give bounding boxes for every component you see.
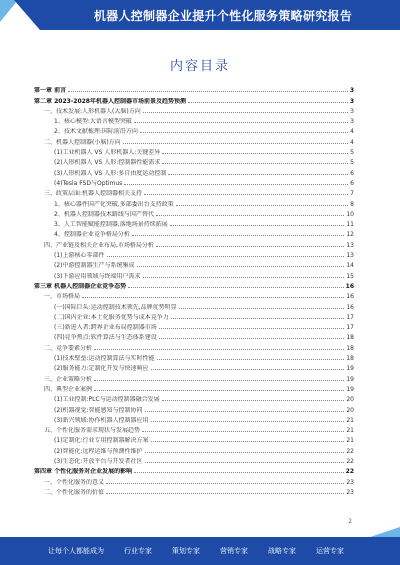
toc-leader-dots [145, 462, 345, 463]
toc-entry[interactable] [34, 238, 354, 248]
toc-entry-page: 3 [350, 118, 354, 126]
page-number: 2 [348, 518, 352, 525]
footer-slogan-item: 行业专家 [124, 547, 152, 555]
toc-entry[interactable] [34, 166, 354, 176]
toc-leader-dots [151, 369, 345, 370]
toc-entry-label: (1)工业机器人 VS 人形机器人:关键差异 [54, 149, 161, 157]
toc-entry-label: 3、人工智能赋能控制器,落地场景持续拓展 [54, 221, 168, 229]
toc-entry-page: 20 [346, 406, 354, 414]
toc-leader-dots [171, 318, 345, 319]
toc-title: 内容目录 [169, 59, 230, 74]
toc-entry-page: 19 [346, 375, 354, 383]
toc-entry-label: 一、市场格局 [44, 293, 81, 301]
toc-entry[interactable] [34, 341, 354, 351]
toc-entry[interactable] [34, 362, 354, 372]
toc-leader-dots [145, 452, 345, 453]
toc-entry-label: (一)国际巨头:运动控制技术领先,品牌优势明显 [54, 303, 177, 311]
footer-slogan-item: 策划专家 [172, 547, 200, 555]
toc-entry-page: 19 [346, 385, 354, 393]
toc-entry-page: 16 [345, 282, 354, 290]
toc-entry-label: 三、企业策略分析 [44, 375, 93, 383]
header-slant-shape [14, 0, 40, 30]
toc-entry[interactable] [34, 475, 354, 485]
toc-entry-label: (3)新兴领域:协作机器人控制器应用 [54, 416, 149, 424]
toc-entry-page: 10 [346, 210, 354, 218]
toc-entry-label: 四、产业链及相关企业布局,市场格局分析 [44, 241, 154, 249]
toc-entry[interactable] [34, 393, 354, 403]
toc-entry-page: 11 [346, 221, 354, 229]
report-header [0, 0, 400, 36]
toc-entry[interactable] [34, 146, 354, 156]
toc-entry-page: 16 [346, 303, 354, 311]
toc-entry-page: 3 [349, 97, 354, 105]
toc-entry-label: 1、核心器件国产化突破,多部委出台支持政策 [54, 200, 174, 208]
toc-leader-dots [142, 431, 344, 432]
toc-entry-label: (2)机器视觉:智能感知与控制协同 [54, 406, 143, 414]
toc-leader-dots [144, 194, 348, 195]
toc-entry-label: (2)服务能力:定制化开发与快速响应 [54, 365, 149, 373]
toc-leader-dots [162, 163, 348, 164]
toc-entry-label: 一、技术发展:人形机器人(大脑)方向 [44, 107, 141, 115]
toc-leader-dots [106, 483, 344, 484]
toc-leader-dots [82, 297, 344, 298]
toc-entry-page: 20 [346, 396, 354, 404]
toc-entry-label: (3)生态化:开放平台与开发者社区 [54, 457, 143, 465]
toc-entry-label: 2、机器人控制器技术路线与国产替代 [54, 210, 154, 218]
toc-leader-dots [156, 215, 345, 216]
footer-slogan-item: 战略专家 [268, 547, 296, 555]
toc-entry[interactable] [34, 486, 354, 496]
table-of-contents [34, 84, 354, 496]
toc-leader-dots [94, 349, 344, 350]
toc-leader-dots [124, 184, 348, 185]
footer-slogan [48, 546, 378, 556]
toc-entry[interactable] [34, 135, 354, 145]
toc-entry-page: 5 [350, 149, 354, 157]
toc-entry-label: 四、典型企业案例 [44, 385, 93, 393]
toc-entry-label: 4、控制器企业竞争格局分析 [54, 231, 130, 239]
toc-leader-dots [68, 91, 348, 92]
toc-entry-page: 6 [350, 179, 354, 187]
toc-entry-label: (1)技术壁垒:运动控制算法与实时性能 [54, 355, 155, 363]
toc-entry-label: 五、个性化服务需求现状与发展趋势 [44, 427, 141, 435]
toc-entry-label: 第一章 前言 [34, 87, 67, 95]
toc-entry[interactable] [34, 115, 354, 125]
toc-entry-label: 二、个性化服务的价值 [44, 488, 105, 496]
toc-leader-dots [162, 400, 345, 401]
toc-entry-page: 21 [346, 416, 354, 424]
toc-entry-page: 18 [346, 344, 354, 352]
toc-leader-dots [107, 256, 345, 257]
toc-entry-page: 21 [346, 437, 354, 445]
toc-entry-page: 18 [346, 334, 354, 342]
toc-entry-label: (2)智能化:远程运维与预测性维护 [54, 447, 143, 455]
toc-entry-page: 22 [345, 468, 354, 476]
toc-leader-dots [156, 246, 344, 247]
toc-leader-dots [151, 421, 345, 422]
toc-leader-dots [106, 493, 344, 494]
toc-leader-dots [151, 441, 345, 442]
toc-entry-page: 16 [346, 293, 354, 301]
toc-entry[interactable] [34, 156, 354, 166]
toc-entry-page: 17 [346, 324, 354, 332]
toc-entry-page: 3 [349, 87, 354, 95]
toc-leader-dots [143, 112, 348, 113]
toc-entry[interactable] [34, 300, 354, 310]
toc-leader-dots [159, 328, 345, 329]
toc-entry[interactable] [34, 259, 354, 269]
toc-entry[interactable] [34, 311, 354, 321]
toc-entry-label: 2、技术文献梳理:国际前沿方向 [54, 128, 138, 136]
toc-entry-label: 二、竞争要素分析 [44, 344, 93, 352]
footer-accent-shape [370, 527, 400, 537]
toc-entry-label: 1、核心模型:大语言模型突破 [54, 118, 132, 126]
toc-entry-label: (2)人形机器人 VS 人形:控制器性能需求 [54, 159, 161, 167]
toc-entry[interactable] [34, 228, 354, 238]
toc-entry[interactable] [34, 321, 354, 331]
toc-entry[interactable] [34, 414, 354, 424]
toc-entry-label: (4)Tesla FSD与Optimus [54, 179, 123, 187]
toc-entry[interactable] [34, 403, 354, 413]
toc-leader-dots [157, 359, 345, 360]
toc-entry[interactable] [34, 197, 354, 207]
toc-leader-dots [94, 380, 344, 381]
toc-entry[interactable] [34, 383, 354, 393]
toc-entry-label: 第二章 2023-2028年机器人控制器市场前景及趋势预测 [34, 97, 186, 105]
toc-entry-page: 7 [350, 190, 354, 198]
toc-entry-page: 22 [346, 447, 354, 455]
toc-entry-label: (1)上游核心零部件 [54, 252, 105, 260]
toc-entry[interactable] [34, 290, 354, 300]
footer-slogan-item: 让每个人都能成为 [48, 547, 104, 555]
footer-slogan-item: 运营专家 [316, 547, 344, 555]
toc-entry[interactable] [34, 372, 354, 382]
toc-entry[interactable] [34, 94, 354, 104]
toc-entry[interactable] [34, 331, 354, 341]
toc-entry-label: (3)人形机器人 VS 人形:多自由度运动控制 [54, 169, 167, 177]
toc-leader-dots [145, 411, 345, 412]
toc-entry-page: 17 [346, 313, 354, 321]
toc-entry-label: (四)竞争焦点:软件算法与生态体系建设 [54, 334, 157, 342]
toc-entry-label: (1)定制化:行业专用控制器解决方案 [54, 437, 149, 445]
toc-entry-page: 4 [350, 128, 354, 136]
footer-slogan-item: 营销专家 [220, 547, 248, 555]
toc-entry[interactable] [34, 444, 354, 454]
toc-leader-dots [137, 266, 345, 267]
header-title: 机器人控制器企业提升个性化服务策略研究报告 [93, 9, 353, 23]
toc-entry-page: 13 [346, 252, 354, 260]
toc-entry[interactable] [34, 84, 354, 94]
toc-entry-label: (3)下游应用领域与终端用户需求 [54, 272, 141, 280]
toc-leader-dots [132, 235, 345, 236]
toc-entry-page: 5 [350, 159, 354, 167]
toc-leader-dots [94, 390, 344, 391]
toc-entry[interactable] [34, 280, 354, 290]
toc-leader-dots [176, 205, 348, 206]
toc-entry-page: 4 [350, 138, 354, 146]
toc-entry[interactable] [34, 455, 354, 465]
toc-entry-page: 12 [346, 231, 354, 239]
toc-entry[interactable] [34, 434, 354, 444]
toc-entry-label: (1)工业控制:PLC与运动控制器融合发展 [54, 396, 160, 404]
toc-entry-page: 22 [346, 457, 354, 465]
toc-entry[interactable] [34, 177, 354, 187]
toc-entry[interactable] [34, 352, 354, 362]
toc-entry[interactable] [34, 187, 354, 197]
toc-entry-page: 6 [350, 169, 354, 177]
toc-leader-dots [170, 225, 345, 226]
toc-entry-label: 三、政策层面:机器人控制器相关支持 [44, 190, 143, 198]
toc-entry-label: (2)中游控制器生产与系统集成 [54, 262, 135, 270]
toc-entry-page: 23 [346, 478, 354, 486]
toc-leader-dots [140, 132, 348, 133]
toc-entry[interactable] [34, 424, 354, 434]
toc-leader-dots [179, 308, 345, 309]
toc-leader-dots [162, 153, 348, 154]
toc-entry[interactable] [34, 249, 354, 259]
toc-entry-page: 8 [350, 200, 354, 208]
toc-leader-dots [159, 338, 345, 339]
toc-leader-dots [168, 174, 348, 175]
toc-leader-dots [134, 472, 344, 473]
toc-entry[interactable] [34, 125, 354, 135]
toc-entry-page: 23 [346, 488, 354, 496]
toc-entry-page: 21 [346, 427, 354, 435]
toc-entry-label: 第三章 机器人控制器企业竞争态势 [34, 282, 127, 290]
toc-entry[interactable] [34, 269, 354, 279]
toc-leader-dots [143, 277, 345, 278]
toc-leader-dots [128, 287, 344, 288]
toc-entry-label: 一、个性化服务的意义 [44, 478, 105, 486]
toc-entry-page: 19 [346, 365, 354, 373]
toc-leader-dots [134, 122, 348, 123]
toc-entry-page: 14 [346, 262, 354, 270]
toc-leader-dots [123, 143, 348, 144]
toc-entry[interactable] [34, 465, 354, 475]
toc-entry[interactable] [34, 208, 354, 218]
toc-entry-label: 二、机器人控制器(小脑)方向 [44, 138, 121, 146]
toc-entry[interactable] [34, 105, 354, 115]
toc-entry-label: 第四章 个性化服务对企业发展的影响 [34, 468, 133, 476]
toc-entry-label: (二)国内企业:本土化服务优势与成本竞争力 [54, 313, 169, 321]
toc-entry-page: 3 [350, 107, 354, 115]
toc-entry-page: 15 [346, 272, 354, 280]
toc-entry-page: 18 [346, 355, 354, 363]
toc-entry-page: 13 [346, 241, 354, 249]
toc-leader-dots [188, 102, 348, 103]
toc-entry-label: (三)新进入者:跨界企业布局控制器市场 [54, 324, 157, 332]
toc-entry[interactable] [34, 218, 354, 228]
